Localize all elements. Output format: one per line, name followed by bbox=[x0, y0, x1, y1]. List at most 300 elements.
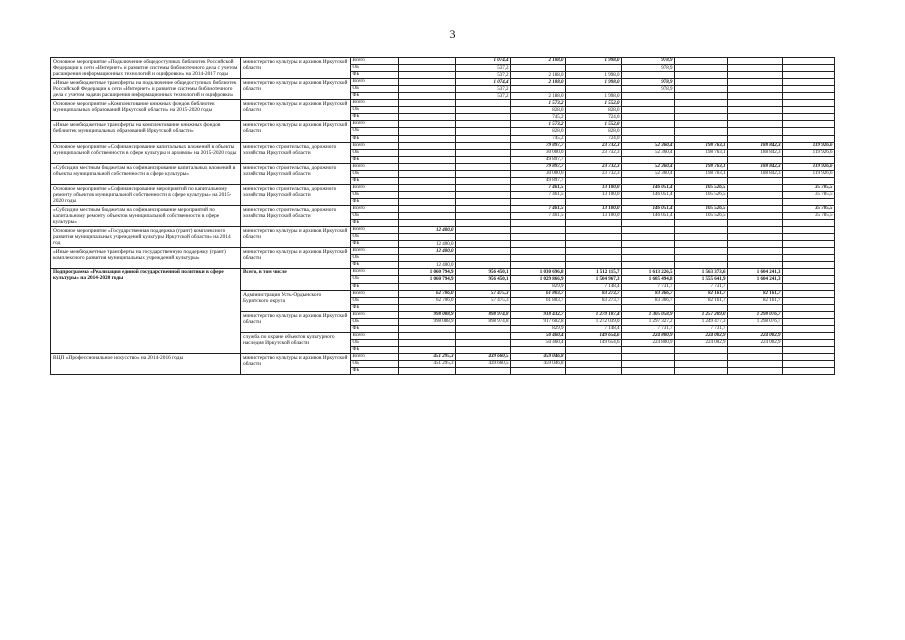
amount-cell bbox=[566, 368, 622, 375]
measure-name: «Иные межбюджетные трансферты на государственную поддержку (грант) комплексного развития муниципальных учреждений культуры» bbox=[51, 248, 241, 269]
amount-cell bbox=[728, 234, 783, 241]
amount-cell bbox=[728, 177, 783, 184]
amount-cell bbox=[728, 79, 783, 86]
amount-cell bbox=[566, 220, 622, 227]
responsible-executor: министерство культуры и архивов Иркутской области bbox=[241, 58, 351, 79]
amount-cell bbox=[566, 177, 622, 184]
amount-cell bbox=[622, 234, 675, 241]
funding-source: ФБ bbox=[351, 135, 399, 142]
amount-cell: 1 998,0 bbox=[566, 72, 622, 79]
funding-source: ОБ bbox=[351, 128, 399, 135]
responsible-executor: Всего, в том числе bbox=[241, 269, 351, 290]
amount-cell: 105 526,5 bbox=[675, 191, 728, 198]
funding-source: ФБ bbox=[351, 241, 399, 248]
amount-cell bbox=[783, 107, 835, 114]
amount-cell bbox=[675, 304, 728, 311]
measure-name: Основное мероприятие «Подключение общедоступных библиотек Российской Федерации к сети «Интернет» и развитие системы библиотечного дела с учетом расширения информационных технологий и оцифровки» на 2014-2017 годы bbox=[51, 58, 241, 79]
amount-cell bbox=[566, 227, 622, 234]
amount-cell bbox=[456, 163, 511, 170]
amount-cell bbox=[622, 128, 675, 135]
amount-cell bbox=[675, 220, 728, 227]
amount-cell bbox=[456, 213, 511, 220]
amount-cell bbox=[456, 107, 511, 114]
funding-source: ФБ bbox=[351, 177, 399, 184]
amount-cell: 83 273,7 bbox=[566, 290, 622, 297]
table-row bbox=[51, 100, 835, 107]
amount-cell bbox=[399, 149, 456, 156]
funding-source: Всего bbox=[351, 58, 399, 65]
responsible-executor: министерство строительства, дорожного хозяйства Иркутской области bbox=[241, 205, 351, 226]
amount-cell: 828,0 bbox=[511, 107, 566, 114]
amount-cell bbox=[399, 72, 456, 79]
amount-cell: 1 604 241,3 bbox=[728, 269, 783, 276]
table-row bbox=[51, 269, 835, 276]
amount-cell bbox=[783, 100, 835, 107]
amount-cell: 7 461,5 bbox=[511, 213, 566, 220]
amount-cell: 439 660,5 bbox=[456, 361, 511, 368]
amount-cell: 451 295,3 bbox=[399, 353, 456, 360]
amount-cell: 146 051,4 bbox=[622, 191, 675, 198]
amount-cell: 956 450,1 bbox=[456, 276, 511, 283]
amount-cell: 83 366,7 bbox=[622, 290, 675, 297]
amount-cell bbox=[399, 142, 456, 149]
amount-cell: 23 732,3 bbox=[566, 163, 622, 170]
amount-cell bbox=[566, 255, 622, 262]
amount-cell bbox=[566, 361, 622, 368]
amount-cell: 188 842,3 bbox=[728, 170, 783, 177]
amount-cell bbox=[783, 368, 835, 375]
amount-cell: 1 512 115,7 bbox=[566, 269, 622, 276]
amount-cell: 828,0 bbox=[566, 107, 622, 114]
amount-cell bbox=[675, 262, 728, 269]
funding-source: ОБ bbox=[351, 86, 399, 93]
amount-cell bbox=[675, 248, 728, 255]
amount-cell bbox=[675, 361, 728, 368]
amount-cell: 978,9 bbox=[622, 65, 675, 72]
measure-name: «Субсидии местным бюджетам на софинансирование капитальных вложений в объекты муниципальной собственности в сфере культуры» bbox=[51, 163, 241, 184]
amount-cell bbox=[622, 368, 675, 375]
amount-cell bbox=[511, 198, 566, 205]
amount-cell bbox=[511, 227, 566, 234]
responsible-executor: служба по охране объектов культурного наследия Иркутской области bbox=[241, 332, 351, 353]
amount-cell bbox=[566, 198, 622, 205]
amount-cell bbox=[399, 325, 456, 332]
funding-source: Всего bbox=[351, 227, 399, 234]
amount-cell bbox=[675, 353, 728, 360]
amount-cell: 79 897,7 bbox=[511, 142, 566, 149]
amount-cell: 1 604 241,3 bbox=[728, 276, 783, 283]
funding-source: ОБ bbox=[351, 361, 399, 368]
amount-cell bbox=[399, 332, 456, 339]
table-row bbox=[51, 79, 835, 86]
amount-cell: 1 060 794,9 bbox=[399, 269, 456, 276]
amount-cell: 82 161,7 bbox=[675, 290, 728, 297]
funding-source: ФБ bbox=[351, 262, 399, 269]
funding-source: ОБ bbox=[351, 339, 399, 346]
amount-cell: 459 046,8 bbox=[511, 361, 566, 368]
amount-cell: 956 450,1 bbox=[456, 269, 511, 276]
responsible-executor: Администрация Усть-Ордынского Бурятского округа bbox=[241, 290, 351, 311]
amount-cell: 198 763,1 bbox=[675, 149, 728, 156]
amount-cell bbox=[622, 156, 675, 163]
funding-source: ФБ bbox=[351, 198, 399, 205]
amount-cell: 2 188,0 bbox=[511, 58, 566, 65]
amount-cell bbox=[456, 121, 511, 128]
amount-cell bbox=[399, 65, 456, 72]
amount-cell bbox=[456, 332, 511, 339]
measure-name: Основное мероприятие «Софинансирование мероприятий по капитальному ремонту объектов муниципальной собственности в сфере культуры» на 2015-2020 годы bbox=[51, 184, 241, 205]
table-row bbox=[51, 205, 835, 212]
amount-cell bbox=[728, 114, 783, 121]
amount-cell: 146 051,4 bbox=[622, 184, 675, 191]
amount-cell bbox=[728, 325, 783, 332]
amount-cell: 35 785,5 bbox=[783, 213, 835, 220]
funding-source: Всего bbox=[351, 184, 399, 191]
amount-cell bbox=[566, 65, 622, 72]
amount-cell: 1 573,2 bbox=[511, 100, 566, 107]
budget-table bbox=[50, 57, 835, 375]
amount-cell bbox=[456, 325, 511, 332]
amount-cell: 62 706,0 bbox=[399, 297, 456, 304]
amount-cell bbox=[783, 241, 835, 248]
amount-cell: 119 926,6 bbox=[783, 142, 835, 149]
amount-cell: 1 552,0 bbox=[566, 121, 622, 128]
amount-cell: 82 161,7 bbox=[675, 297, 728, 304]
amount-cell: 57 475,3 bbox=[456, 290, 511, 297]
amount-cell bbox=[783, 311, 835, 318]
amount-cell bbox=[566, 241, 622, 248]
subprogram-title: Подпрограмма «Реализация единой государственной политики в сфере культуры» на 2014-2020 годы bbox=[51, 269, 241, 354]
amount-cell: 2 188,0 bbox=[511, 79, 566, 86]
funding-source: ФБ bbox=[351, 72, 399, 79]
amount-cell bbox=[456, 135, 511, 142]
amount-cell: 1 998,0 bbox=[566, 93, 622, 100]
amount-cell: 978,9 bbox=[622, 58, 675, 65]
amount-cell: 224 800,9 bbox=[622, 339, 675, 346]
amount-cell: 1 030 696,8 bbox=[511, 269, 566, 276]
amount-cell: 1 605 494,8 bbox=[622, 276, 675, 283]
amount-cell: 2 188,0 bbox=[511, 93, 566, 100]
funding-source: Всего bbox=[351, 353, 399, 360]
amount-cell: 917 602,8 bbox=[511, 318, 566, 325]
amount-cell: 79 897,7 bbox=[511, 163, 566, 170]
amount-cell bbox=[511, 346, 566, 353]
amount-cell: 537,2 bbox=[456, 72, 511, 79]
amount-cell bbox=[675, 65, 728, 72]
amount-cell bbox=[783, 353, 835, 360]
amount-cell bbox=[399, 100, 456, 107]
amount-cell bbox=[566, 304, 622, 311]
funding-source: Всего bbox=[351, 163, 399, 170]
amount-cell bbox=[399, 79, 456, 86]
amount-cell bbox=[675, 255, 728, 262]
amount-cell: 52 360,4 bbox=[622, 163, 675, 170]
funding-source: ОБ bbox=[351, 191, 399, 198]
amount-cell bbox=[622, 93, 675, 100]
amount-cell bbox=[399, 205, 456, 212]
amount-cell: 82 161,7 bbox=[728, 297, 783, 304]
amount-cell bbox=[511, 220, 566, 227]
amount-cell bbox=[399, 93, 456, 100]
amount-cell bbox=[783, 79, 835, 86]
funding-source: Всего bbox=[351, 142, 399, 149]
amount-cell bbox=[399, 213, 456, 220]
amount-cell bbox=[783, 121, 835, 128]
amount-cell: 7 148,4 bbox=[566, 325, 622, 332]
amount-cell: 105 526,5 bbox=[675, 184, 728, 191]
amount-cell bbox=[675, 346, 728, 353]
amount-cell: 828,0 bbox=[566, 128, 622, 135]
amount-cell: 198 763,1 bbox=[675, 163, 728, 170]
amount-cell bbox=[622, 177, 675, 184]
responsible-executor: министерство строительства, дорожного хозяйства Иркутской области bbox=[241, 184, 351, 205]
amount-cell: 1 272 039,0 bbox=[566, 318, 622, 325]
amount-cell bbox=[456, 100, 511, 107]
amount-cell bbox=[566, 248, 622, 255]
amount-cell bbox=[399, 255, 456, 262]
amount-cell bbox=[622, 361, 675, 368]
amount-cell bbox=[456, 170, 511, 177]
amount-cell bbox=[399, 283, 456, 290]
amount-cell bbox=[675, 114, 728, 121]
amount-cell bbox=[728, 248, 783, 255]
table-row bbox=[51, 163, 835, 170]
amount-cell bbox=[511, 248, 566, 255]
amount-cell bbox=[622, 100, 675, 107]
amount-cell: 1 555 641,9 bbox=[675, 276, 728, 283]
amount-cell bbox=[675, 121, 728, 128]
amount-cell bbox=[675, 135, 728, 142]
funding-source: ОБ bbox=[351, 65, 399, 72]
amount-cell: 23 732,3 bbox=[566, 170, 622, 177]
responsible-executor: министерство культуры и архивов Иркутской области bbox=[241, 353, 351, 374]
amount-cell: 35 785,5 bbox=[783, 205, 835, 212]
funding-source: ФБ bbox=[351, 114, 399, 121]
amount-cell bbox=[728, 213, 783, 220]
amount-cell: 50 460,4 bbox=[511, 332, 566, 339]
amount-cell bbox=[456, 220, 511, 227]
responsible-executor: министерство строительства, дорожного хозяйства Иркутской области bbox=[241, 142, 351, 163]
amount-cell bbox=[456, 227, 511, 234]
amount-cell bbox=[675, 86, 728, 93]
amount-cell bbox=[566, 234, 622, 241]
amount-cell bbox=[399, 107, 456, 114]
amount-cell: 35 785,5 bbox=[783, 191, 835, 198]
funding-source: Всего bbox=[351, 121, 399, 128]
amount-cell: 13 100,0 bbox=[566, 191, 622, 198]
amount-cell bbox=[728, 368, 783, 375]
amount-cell: 83 273,7 bbox=[566, 297, 622, 304]
amount-cell bbox=[783, 86, 835, 93]
measure-name: ВЦП «Профессиональное искусство» на 2014-2016 годы bbox=[51, 353, 241, 374]
funding-source: Всего bbox=[351, 248, 399, 255]
amount-cell: 898 974,8 bbox=[456, 311, 511, 318]
amount-cell bbox=[783, 346, 835, 353]
amount-cell bbox=[675, 72, 728, 79]
amount-cell: 1 249 477,3 bbox=[675, 318, 728, 325]
amount-cell bbox=[511, 86, 566, 93]
amount-cell bbox=[728, 220, 783, 227]
amount-cell bbox=[399, 304, 456, 311]
amount-cell bbox=[399, 128, 456, 135]
amount-cell bbox=[566, 353, 622, 360]
amount-cell bbox=[511, 241, 566, 248]
amount-cell bbox=[675, 177, 728, 184]
amount-cell: 13 100,0 bbox=[566, 213, 622, 220]
funding-source: ФБ bbox=[351, 346, 399, 353]
funding-source: ФБ bbox=[351, 93, 399, 100]
amount-cell bbox=[456, 248, 511, 255]
amount-cell bbox=[622, 248, 675, 255]
amount-cell: 537,2 bbox=[456, 86, 511, 93]
amount-cell bbox=[728, 100, 783, 107]
amount-cell: 1 998,0 bbox=[566, 79, 622, 86]
amount-cell bbox=[728, 93, 783, 100]
measure-name: «Иные межбюджетные трансферты на подключение общедоступных библиотек Российской Федерации к сети «Интернет» и развитие системы библиотечного дела с учетом задачи расширения информационных технологий и оцифровки» bbox=[51, 79, 241, 100]
amount-cell: 1 998,0 bbox=[566, 58, 622, 65]
amount-cell bbox=[728, 156, 783, 163]
amount-cell: 13 100,0 bbox=[566, 205, 622, 212]
amount-cell: 2 188,0 bbox=[511, 72, 566, 79]
amount-cell: 224 002,9 bbox=[728, 332, 783, 339]
page-number: 3 bbox=[449, 27, 456, 41]
responsible-executor: министерство культуры и архивов Иркутской области bbox=[241, 79, 351, 100]
amount-cell: 49 897,7 bbox=[511, 156, 566, 163]
amount-cell bbox=[728, 255, 783, 262]
measure-name: «Субсидии местным бюджетам на софинансирование мероприятий по капитальному ремонту объектов муниципальной собственности в сфере культуры» bbox=[51, 205, 241, 226]
amount-cell bbox=[622, 346, 675, 353]
table-row bbox=[51, 184, 835, 191]
amount-cell bbox=[783, 304, 835, 311]
amount-cell: 7 461,5 bbox=[511, 205, 566, 212]
funding-source: ОБ bbox=[351, 107, 399, 114]
amount-cell bbox=[399, 86, 456, 93]
amount-cell: 7 731,7 bbox=[675, 283, 728, 290]
amount-cell bbox=[783, 114, 835, 121]
amount-cell: 978,9 bbox=[622, 86, 675, 93]
amount-cell bbox=[783, 58, 835, 65]
amount-cell bbox=[783, 269, 835, 276]
amount-cell: 35 785,5 bbox=[783, 184, 835, 191]
amount-cell bbox=[675, 241, 728, 248]
amount-cell: 998 088,9 bbox=[399, 318, 456, 325]
amount-cell: 149 654,6 bbox=[566, 332, 622, 339]
measure-name: Основное мероприятие «Софинансирование капитальных вложений в объекты муниципальной собственности в сфере культуры и архивов» на 2015-2020 годы bbox=[51, 142, 241, 163]
amount-cell bbox=[511, 234, 566, 241]
amount-cell bbox=[675, 79, 728, 86]
amount-cell bbox=[456, 198, 511, 205]
amount-cell bbox=[566, 156, 622, 163]
amount-cell: 224 002,9 bbox=[728, 339, 783, 346]
amount-cell: 52 360,4 bbox=[622, 170, 675, 177]
amount-cell bbox=[399, 135, 456, 142]
amount-cell: 537,2 bbox=[456, 93, 511, 100]
amount-cell: 745,2 bbox=[511, 114, 566, 121]
amount-cell bbox=[783, 198, 835, 205]
amount-cell: 105 526,5 bbox=[675, 205, 728, 212]
amount-cell bbox=[783, 65, 835, 72]
amount-cell: 224 002,9 bbox=[675, 332, 728, 339]
funding-source: ФБ bbox=[351, 304, 399, 311]
amount-cell: 1 298 076,7 bbox=[728, 318, 783, 325]
amount-cell: 224 800,9 bbox=[622, 332, 675, 339]
amount-cell: 188 842,3 bbox=[728, 142, 783, 149]
amount-cell: 7 461,5 bbox=[511, 184, 566, 191]
amount-cell bbox=[728, 205, 783, 212]
responsible-executor: министерство культуры и архивов Иркутской области bbox=[241, 121, 351, 142]
amount-cell bbox=[783, 128, 835, 135]
amount-cell bbox=[399, 346, 456, 353]
amount-cell bbox=[456, 149, 511, 156]
amount-cell: 12 400,0 bbox=[399, 248, 456, 255]
amount-cell bbox=[728, 86, 783, 93]
amount-cell bbox=[456, 339, 511, 346]
amount-cell: 12 400,0 bbox=[399, 262, 456, 269]
amount-cell: 52 360,4 bbox=[622, 149, 675, 156]
amount-cell bbox=[728, 346, 783, 353]
measure-name: Основное мероприятие «Государственная поддержка (грант) комплексного развития муниципальных учреждений культуры Иркутской области» на 2014 год bbox=[51, 227, 241, 248]
amount-cell bbox=[511, 262, 566, 269]
amount-cell bbox=[675, 368, 728, 375]
amount-cell: 7 148,4 bbox=[566, 283, 622, 290]
amount-cell: 998 088,9 bbox=[399, 311, 456, 318]
amount-cell bbox=[399, 114, 456, 121]
amount-cell bbox=[622, 241, 675, 248]
amount-cell bbox=[728, 353, 783, 360]
amount-cell bbox=[675, 128, 728, 135]
amount-cell bbox=[456, 142, 511, 149]
amount-cell: 829,9 bbox=[511, 325, 566, 332]
amount-cell: 7 731,7 bbox=[675, 325, 728, 332]
amount-cell bbox=[456, 304, 511, 311]
funding-source: ФБ bbox=[351, 368, 399, 375]
amount-cell: 61 803,7 bbox=[511, 290, 566, 297]
amount-cell bbox=[783, 290, 835, 297]
funding-source: ОБ bbox=[351, 149, 399, 156]
amount-cell bbox=[728, 227, 783, 234]
amount-cell bbox=[675, 234, 728, 241]
amount-cell: 83 366,7 bbox=[622, 297, 675, 304]
amount-cell: 1 029 866,9 bbox=[511, 276, 566, 283]
amount-cell: 1 060 794,9 bbox=[399, 276, 456, 283]
amount-cell bbox=[399, 58, 456, 65]
responsible-executor: министерство строительства, дорожного хозяйства Иркутской области bbox=[241, 163, 351, 184]
funding-source: Всего bbox=[351, 290, 399, 297]
amount-cell bbox=[728, 121, 783, 128]
amount-cell bbox=[622, 262, 675, 269]
amount-cell: 451 295,3 bbox=[399, 361, 456, 368]
table-row bbox=[51, 248, 835, 255]
responsible-executor: министерство культуры и архивов Иркутской области bbox=[241, 100, 351, 121]
funding-source: Всего bbox=[351, 311, 399, 318]
amount-cell bbox=[675, 156, 728, 163]
funding-source: ФБ bbox=[351, 220, 399, 227]
amount-cell: 119 926,6 bbox=[783, 170, 835, 177]
amount-cell bbox=[399, 191, 456, 198]
amount-cell: 146 051,4 bbox=[622, 213, 675, 220]
amount-cell bbox=[456, 234, 511, 241]
amount-cell bbox=[456, 241, 511, 248]
measure-name: «Иные межбюджетные трансферты на комплектование книжных фондов библиотек муниципальных образований Иркутской области» bbox=[51, 121, 241, 142]
funding-source: ОБ bbox=[351, 170, 399, 177]
amount-cell: 459 046,8 bbox=[511, 353, 566, 360]
amount-cell bbox=[783, 234, 835, 241]
responsible-executor: министерство культуры и архивов Иркутской области bbox=[241, 248, 351, 269]
amount-cell: 23 732,3 bbox=[566, 149, 622, 156]
amount-cell bbox=[456, 283, 511, 290]
amount-cell: 52 360,4 bbox=[622, 142, 675, 149]
responsible-executor: министерство культуры и архивов Иркутской области bbox=[241, 311, 351, 332]
